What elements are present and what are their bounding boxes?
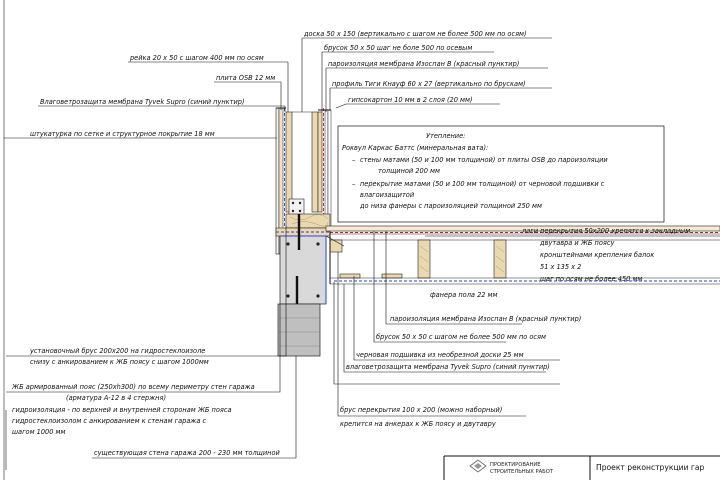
bolt-4	[299, 210, 301, 212]
existing-wall	[278, 304, 320, 356]
label-gypsum: гипсокартон 10 мм в 2 слоя (20 мм)	[348, 96, 473, 104]
insulation-bullet-2: –	[352, 180, 356, 188]
rebar-3	[286, 294, 289, 297]
label-embedded-1: двутавра и ЖБ поясу	[540, 239, 615, 247]
labels	[11, 30, 690, 457]
label-existing-wall: существующая стена гаража 200 - 230 мм толщиной	[94, 449, 280, 457]
insulation-bullet-1: –	[352, 156, 356, 164]
bolt-1	[292, 202, 294, 204]
insulation-line4: перекрытие матами (50 и 100 мм толщиной) от черновой подшивки с	[360, 180, 605, 188]
profile-layer	[325, 110, 328, 230]
project-title: Проект реконструкции гар	[596, 463, 705, 472]
insulation-title: Утепление:	[426, 132, 466, 140]
label-beam: брус перекрытия 100 х 200 (можно наборный)	[340, 406, 503, 414]
bracket-plate	[289, 199, 304, 215]
insulation-line2: стены матами (50 и 100 мм толщиной) от плиты OSB до пароизоляции	[360, 156, 608, 164]
label-tyvek-left: Влаговетрозащита мембрана Tyvek Supro (синий пунктир)	[40, 98, 245, 106]
label-rc-belt: ЖБ армированный пояс (250хh300) по всему периметру стен гаража	[12, 383, 255, 391]
rebar-2	[316, 242, 319, 245]
bottom-bar-2	[382, 274, 402, 278]
label-waterproof-1: гидроизоляция - по верхней и внутренней сторонам ЖБ пояса	[12, 406, 232, 414]
label-embedded-3: 51 х 135 х 2	[540, 263, 582, 271]
label-joists: лаги перекрытия 50х200 крепятся к закладным	[522, 227, 691, 235]
label-rc-belt-2: (арматура А-12 в 4 стержня)	[66, 394, 167, 402]
company-logo-icon	[470, 460, 486, 472]
title-block	[444, 456, 720, 480]
stud-left	[286, 112, 292, 212]
label-bar-bottom: брусок 50 х 50 с шагом не более 500 мм по осям	[376, 333, 546, 341]
stud-right	[312, 112, 318, 212]
label-plywood: фанера пола 22 мм	[430, 291, 498, 299]
label-waterproof-3: шагом 1000 мм	[12, 428, 66, 436]
rebar-1	[286, 242, 289, 245]
label-mount-beam: установочный брус 200х200 на гидростеклоизоле	[30, 347, 206, 355]
label-board: доска 50 х 150 (вертикально с шагом не более 500 мм по осям)	[304, 30, 527, 38]
bolt-3	[292, 210, 294, 212]
existing-wall-body	[278, 304, 320, 356]
logo-line2: СТРОИТЕЛЬНЫХ РАБОТ	[490, 469, 553, 475]
label-rough-floor: черновая подшивка из необрезной доски 25 мм	[356, 351, 524, 359]
inner-bar	[318, 112, 322, 212]
insulation-note	[338, 126, 664, 222]
label-waterproof-2: гидростеклоизолом с анкированием к стенам гаража с	[12, 417, 207, 425]
gypsum-layer	[328, 110, 331, 230]
label-tyvek-bottom: влаговетрозащита мембрана Tyvek Supro (синий пунктир)	[346, 363, 550, 371]
label-bar-top: брусок 50 х 50 шаг не боле 500 по осевым	[324, 44, 473, 52]
rc-belt-body	[280, 236, 326, 304]
label-profile: профиль Тиги Кнауф 60 х 27 (вертикально по брускам)	[332, 80, 526, 88]
label-vapor-bottom: пароизоляция мембрана Изоспан В (красный пунктир)	[390, 315, 582, 323]
label-embedded-2: кронштейнами крепления балок	[540, 251, 655, 259]
label-mount-beam-2: снизу с анкированием к ЖБ поясу с шагом 1000мм	[30, 358, 209, 366]
label-osb: плита OSB 12 мм	[216, 74, 276, 82]
bottom-bar-1	[340, 274, 360, 278]
label-plaster: штукатурка по сетке и структурное покрытие 18 мм	[30, 130, 215, 138]
label-beam-2: крепится на анкерах к ЖБ поясу и двутавру	[340, 420, 496, 428]
beam-grain	[420, 246, 504, 272]
bolt-2	[299, 202, 301, 204]
insulation-line1: Роквул Каркас Баттс (минеральная вата):	[342, 144, 489, 152]
logo-line1: ПРОЕКТИРОВАНИЕ	[490, 462, 541, 468]
label-lath: рейка 20 х 50 с шагом 400 мм по осям	[130, 54, 264, 62]
rebar-4	[316, 294, 319, 297]
label-embedded-4: шаг по осям не более 450 мм	[540, 275, 643, 283]
insulation-line6: до низа фанеры с пароизоляцией толщиной 250 мм	[360, 202, 542, 210]
label-vapor-top: пароизоляция мембрана Изоспан В (красный пунктир)	[328, 60, 520, 68]
insulation-line3: толщиной 200 мм	[378, 167, 440, 175]
insulation-line5: влагоизащитой	[360, 191, 415, 199]
